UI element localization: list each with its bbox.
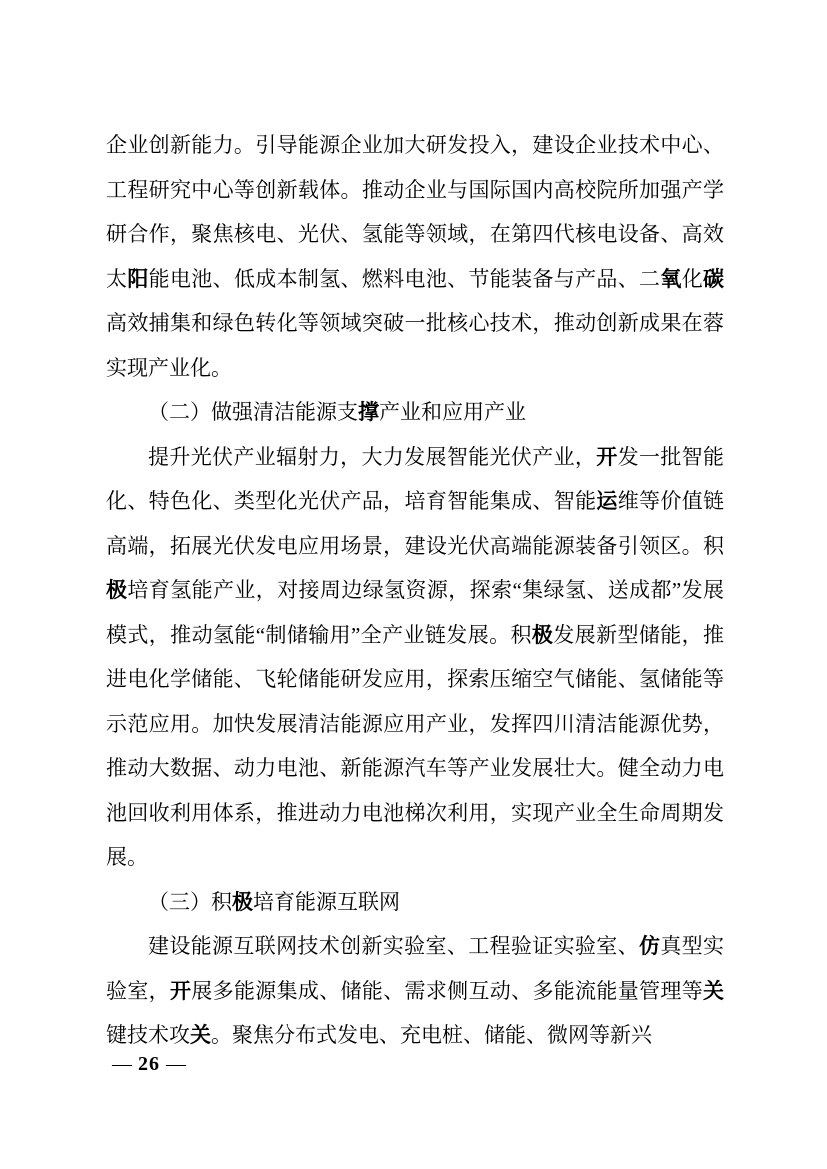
footer-right-dash: — (166, 1053, 186, 1075)
page-footer (110, 1051, 188, 1077)
section-heading (106, 390, 724, 435)
page-number: 26 (138, 1053, 160, 1075)
text-run: 高效捕集和绿色转化等领域突破一批核心技术，推动创新成果在蓉实现产业化。 (106, 311, 724, 380)
text-run: 建设能源互联网技术创新实验室、工程验证实验室、 (148, 934, 639, 958)
document-body (106, 123, 724, 1058)
bold-text-run: 极 (232, 889, 253, 914)
bold-text-run: 开 (596, 444, 618, 469)
section-heading (106, 880, 724, 925)
bold-text-run: 运 (596, 489, 618, 513)
bold-text-run: 极 (531, 622, 554, 647)
text-run: 维等价值链高端，拓展光伏发电应用场景，建设光伏高端能源装备引领区。积 (106, 489, 725, 558)
bold-text-run: 仿 (638, 934, 661, 958)
body-paragraph (106, 924, 724, 1058)
text-run: 真型实验室， (106, 934, 725, 1003)
text-run: 发一批智能化、特色化、类型化光伏产品，培育智能集成、智能 (106, 444, 725, 513)
text-run: 培育能源互联网 (253, 889, 400, 914)
text-run: 。聚焦分布式发电、充电桩、储能、微网等新兴 (211, 1023, 652, 1047)
text-run: 键技术攻 (106, 1023, 190, 1047)
text-run: 展多能源集成、储能、需求侧互动、多能流能量管理等 (191, 978, 704, 1003)
text-run: 提升光伏产业辐射力，大力发展智能光伏产业， (148, 444, 597, 469)
bold-text-run: 碳 (703, 266, 725, 291)
text-run: （二）做强清洁能源支 (148, 400, 358, 424)
body-paragraph (106, 435, 724, 880)
text-run: 化 (681, 266, 704, 291)
footer-left-dash: — (112, 1053, 132, 1075)
text-run: 能电池、低成本制氢、燃料电池、节能装备与产品、二 (148, 266, 661, 291)
text-run: 发展新型储能，推进电化学储能、飞轮储能研发应用，探索压缩空气储能、氢储能等示范应用。加快发展清洁能源应用产业，发挥四川清洁能源优势，推动大数据、动力电池、新能源汽车等产业发展壮大。健全动力电池回收利用体系，推进动力电池梯次利用，实现产业全生命周期发展。 (106, 622, 725, 869)
text-run: 企业创新能力。引导能源企业加大研发投入，建设企业技术中心、工程研究中心等创新载体。推动企业与国际国内高校院所加强产学研合作，聚焦核电、光伏、氢能等领域，在第四代核电设备、高效太 (106, 133, 724, 291)
text-run: 产业和应用产业 (379, 400, 526, 424)
body-paragraph (106, 123, 724, 390)
bold-text-run: 极 (106, 578, 128, 602)
bold-text-run: 阳 (127, 266, 149, 291)
bold-text-run: 撑 (358, 400, 379, 424)
bold-text-run: 开 (169, 978, 192, 1003)
text-run: （三）积 (148, 889, 232, 914)
bold-text-run: 关 (190, 1023, 211, 1047)
text-run: 培育氢能产业，对接周边绿氢资源，探索“集绿氢、送成都”发展模式，推动氢能“制储输用”全产业链发展。积 (106, 578, 725, 647)
bold-text-run: 氧 (660, 266, 682, 291)
bold-text-run: 关 (703, 978, 725, 1003)
